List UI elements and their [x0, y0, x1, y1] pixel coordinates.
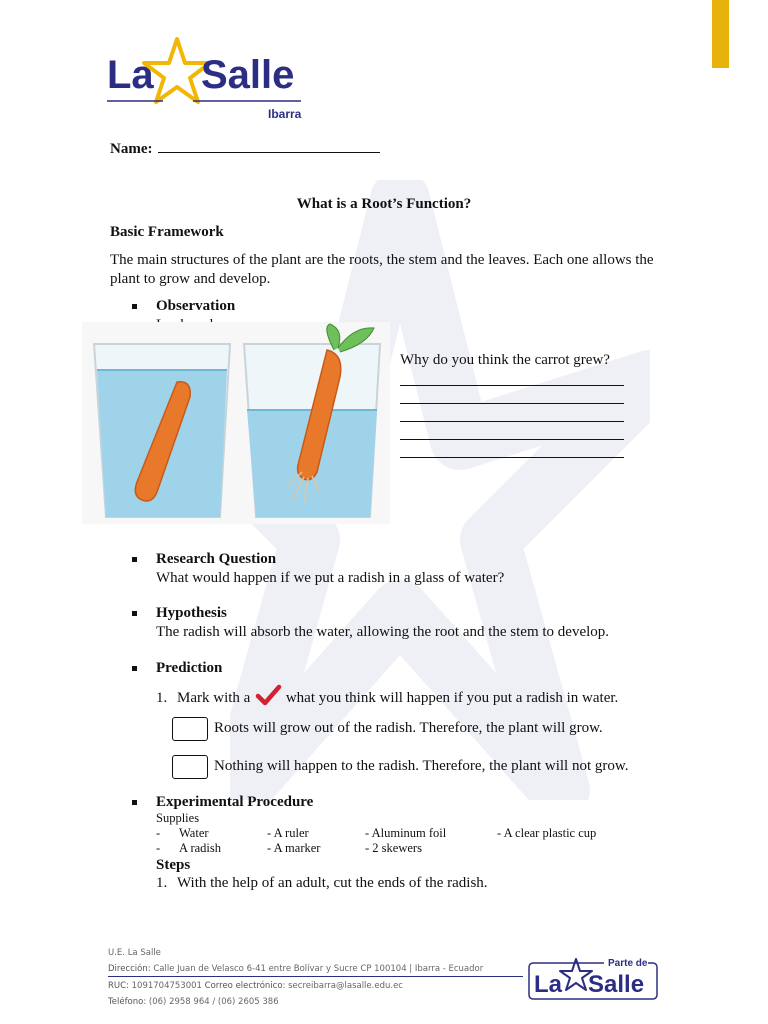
answer-line[interactable]	[400, 457, 624, 458]
bullet-icon	[132, 557, 137, 562]
framework-heading: Basic Framework	[110, 224, 224, 240]
logo-text-salle: Salle	[201, 53, 295, 97]
answer-line[interactable]	[400, 439, 624, 440]
option-label-1: Roots will grow out of the radish. Therefore, the plant will grow.	[214, 720, 603, 736]
email-label: Correo electrónico:	[204, 981, 286, 991]
page-title: What is a Root’s Function?	[296, 196, 472, 212]
step-item	[156, 875, 488, 892]
footer-divider	[108, 976, 523, 977]
prediction-heading: Prediction	[156, 660, 223, 676]
parte-de-la-salle-logo	[528, 955, 658, 1001]
name-field	[110, 140, 380, 158]
supply-item: - 2 skewers	[365, 841, 422, 855]
item-text-pre: Mark with a	[177, 690, 251, 706]
footer-ruc	[108, 981, 403, 991]
bullet-icon	[132, 304, 137, 309]
supply-item: Water	[179, 826, 209, 840]
step-text: With the help of an adult, cut the ends of the radish.	[177, 875, 488, 891]
option-checkbox-1[interactable]	[172, 717, 208, 741]
step-number: 1.	[156, 875, 168, 891]
supply-item: A radish	[179, 841, 222, 855]
bullet-icon	[132, 800, 137, 805]
carrot-glasses-illustration	[82, 322, 390, 524]
footer-phone	[108, 997, 279, 1007]
research-heading: Research Question	[156, 551, 277, 567]
hypothesis-text: The radish will absorb the water, allowing the root and the stem to develop.	[156, 624, 610, 640]
phone-value: (06) 2958 964 / (06) 2605 386	[148, 997, 279, 1007]
phone-label: Teléfono:	[108, 997, 147, 1007]
answer-line[interactable]	[400, 385, 624, 386]
la-salle-logo	[105, 36, 305, 124]
name-label: Name:	[110, 141, 153, 157]
ruc-label: RUC:	[108, 981, 129, 991]
ruc-value: 1091704753001	[131, 981, 202, 991]
logo2-text-la: La	[534, 971, 563, 998]
research-text: What would happen if we put a radish in a glass of water?	[156, 570, 505, 586]
observation-heading: Observation	[156, 298, 236, 314]
supply-item: - A marker	[267, 841, 321, 855]
steps-heading: Steps	[156, 857, 191, 873]
prediction-item	[156, 684, 618, 707]
answer-line[interactable]	[400, 421, 624, 422]
prediction-section	[156, 660, 222, 677]
option-checkbox-2[interactable]	[172, 755, 208, 779]
hypothesis-section	[156, 605, 609, 641]
answer-line[interactable]	[400, 403, 624, 404]
research-section	[156, 551, 504, 587]
supply-item: - A ruler	[267, 826, 309, 840]
supply-item: - Aluminum foil	[365, 826, 447, 840]
procedure-section	[156, 794, 313, 811]
checkmark-icon	[254, 684, 282, 706]
option-label-2: Nothing will happen to the radish. Therefore, the plant will not grow.	[214, 758, 629, 774]
logo-subtitle: Ibarra	[268, 107, 302, 121]
supply-dash: -	[156, 841, 161, 855]
bullet-icon	[132, 666, 137, 671]
logo-text-la: La	[107, 53, 154, 97]
observation-question: Why do you think the carrot grew?	[400, 352, 610, 368]
supply-dash: -	[156, 826, 161, 840]
hypothesis-heading: Hypothesis	[156, 605, 227, 621]
supply-item: - A clear plastic cup	[497, 826, 597, 840]
footer-address	[108, 964, 483, 974]
supplies-label: Supplies	[156, 811, 200, 825]
address-value: Calle Juan de Velasco 6-41 entre Bolívar y Sucre CP 100104 | Ibarra - Ecuador	[153, 964, 484, 974]
bullet-icon	[132, 611, 137, 616]
logo2-top-text: Parte de	[608, 958, 648, 969]
procedure-heading: Experimental Procedure	[156, 794, 314, 810]
framework-text: The main structures of the plant are the roots, the stem and the leaves. Each one allows the plant to grow and develop.	[110, 252, 654, 287]
email-value: secreibarra@lasalle.edu.ec	[288, 981, 403, 991]
logo2-text-salle: Salle	[588, 971, 645, 998]
footer-school: U.E. La Salle	[108, 948, 161, 958]
name-blank[interactable]	[158, 140, 380, 153]
yellow-accent-bar	[712, 0, 729, 68]
item-number: 1.	[156, 690, 168, 706]
address-label: Dirección:	[108, 964, 151, 974]
item-text-post: what you think will happen if you put a radish in water.	[285, 690, 619, 706]
